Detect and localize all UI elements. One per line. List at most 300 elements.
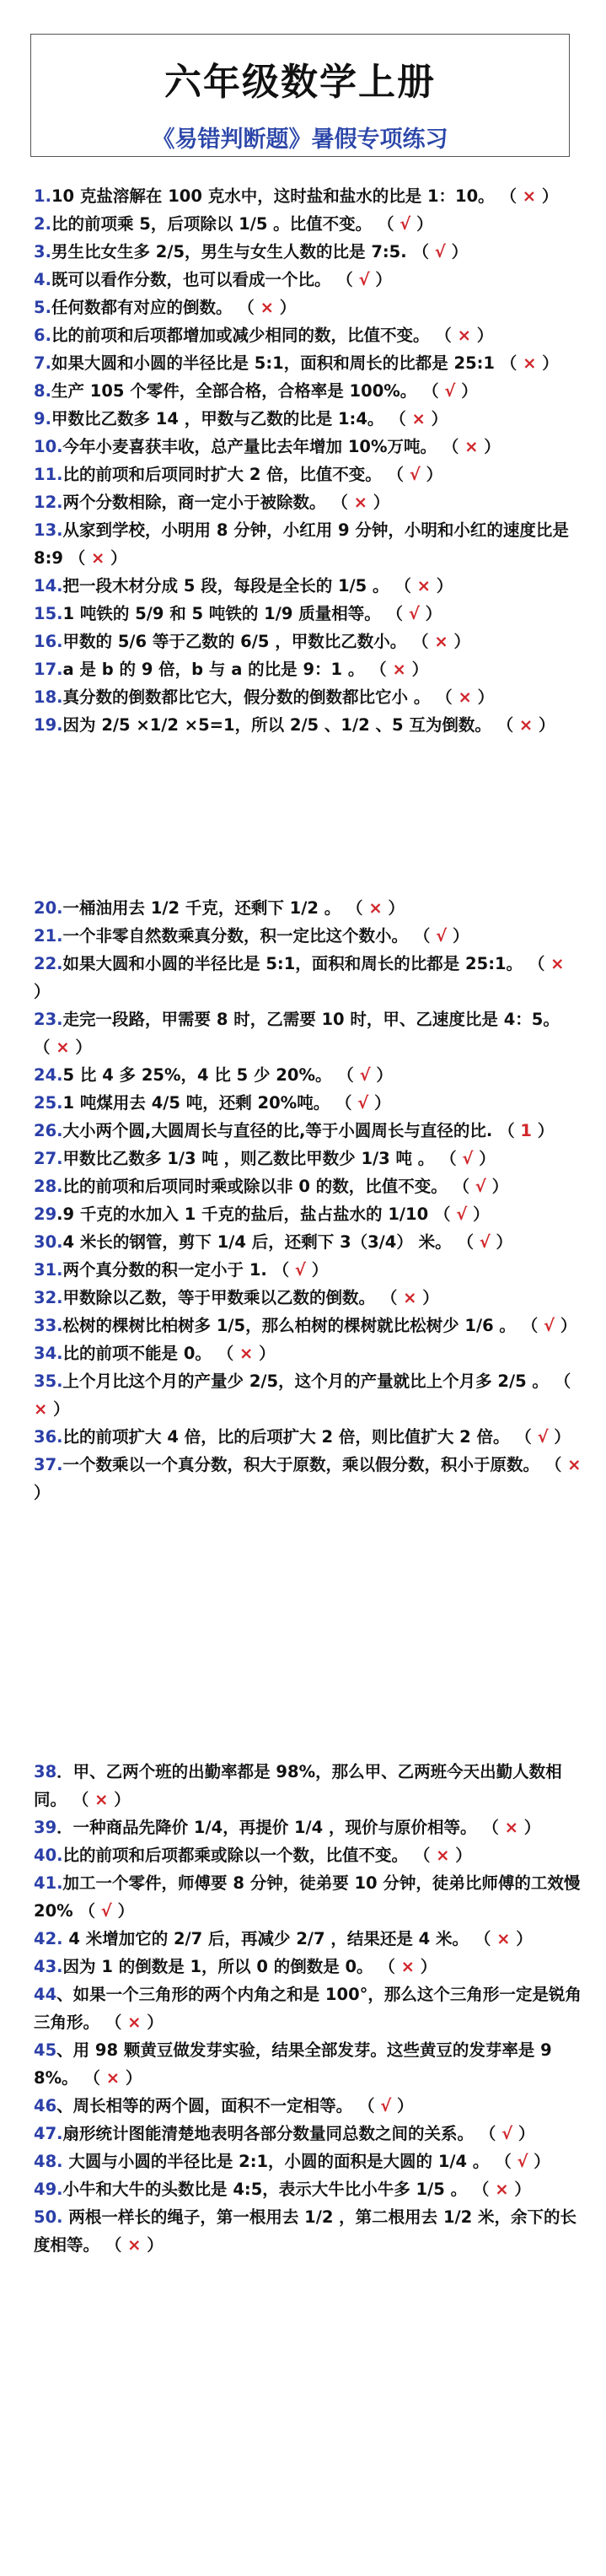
question-item	[34, 488, 582, 516]
question-text: 5 比 4 多 25%，4 比 5 少 20%。	[62, 1065, 332, 1085]
answer-bracket-close: ）	[531, 1121, 555, 1140]
answer-bracket-open: （	[433, 1204, 457, 1224]
question-number: 49.	[34, 2180, 63, 2199]
question-number: 33.	[34, 1316, 63, 1335]
answer-bracket-open: （	[496, 715, 519, 735]
question-text: 1 吨煤用去 4/5 吨，还剩 20%吨。	[62, 1093, 330, 1113]
answer-right-mark: √	[434, 242, 446, 261]
question-number: 34.	[34, 1344, 63, 1363]
question-text: 大小两个圆,大圆周长与直径的比,等于小圆周长与直径的比.	[62, 1121, 493, 1140]
question-number: 23.	[34, 1010, 63, 1029]
question-text: 一个数乘以一个真分数，积大于原数，乘以假分数，积小于原数。	[62, 1455, 540, 1474]
answer-bracket-close: ）	[536, 186, 559, 206]
question-item	[34, 922, 582, 950]
answer-bracket-close: ）	[273, 298, 297, 317]
answer-bracket-open: （	[442, 437, 465, 456]
answer-right-mark: √	[537, 1427, 549, 1447]
question-item	[34, 405, 582, 433]
question-text: 比的前项乘 5，后项除以 1/5 。比值不变。	[51, 214, 373, 234]
question-number: 4.	[34, 270, 51, 289]
answer-bracket-close: ）	[471, 687, 495, 707]
question-item	[34, 628, 582, 655]
answer-right-mark: √	[380, 2096, 392, 2115]
question-text: ．一种商品先降价 1/4，再提价 1/4 ，现价与原价相等。	[56, 1818, 477, 1837]
answer-bracket-close: ）	[548, 1427, 571, 1447]
question-text: 、用 98 颗黄豆做发芽实验，结果全部发芽。这些黄豆的发芽率是 98%。	[34, 2040, 552, 2088]
question-item	[34, 1339, 582, 1367]
question-number: 14.	[34, 576, 63, 595]
answer-bracket-open: （	[495, 2152, 518, 2171]
answer-wrong-mark: ×	[392, 660, 406, 679]
question-text: 甲数比乙数多 1/3 吨 ，则乙数比甲数少 1/3 吨 。	[62, 1149, 435, 1168]
answer-bracket-close: ）	[490, 1232, 513, 1252]
answer-right-mark: √	[294, 1260, 306, 1280]
answer-bracket-close: ）	[528, 2152, 550, 2171]
question-item	[34, 377, 582, 405]
answer-wrong-mark: ×	[504, 1818, 518, 1837]
answer-wrong-mark: ×	[464, 437, 479, 456]
question-item	[34, 1312, 582, 1339]
question-section	[34, 894, 582, 1506]
question-section	[34, 1758, 582, 2259]
answer-bracket-close: ）	[47, 1399, 70, 1419]
answer-right-mark: √	[359, 1065, 371, 1085]
question-text: 加工一个零件，师傅要 8 分钟，徒弟要 10 分钟，徒弟比师傅的工效慢 20%	[34, 1873, 581, 1921]
answer-bracket-open: （	[515, 1427, 538, 1447]
answer-bracket-open: （	[528, 954, 551, 973]
answer-wrong-mark: ×	[495, 2180, 509, 2199]
question-number: 15.	[34, 604, 63, 623]
question-text: 松树的棵树比柏树多 1/5，那么柏树的棵树就比松树少 1/6 。	[62, 1316, 516, 1335]
question-number: 22.	[34, 954, 63, 973]
question-text: 、周长相等的两个圆，面积不一定相等。	[56, 2096, 353, 2115]
question-item	[34, 894, 582, 922]
answer-bracket-close: ）	[420, 465, 443, 484]
question-number: 31.	[34, 1260, 63, 1280]
question-number: 44	[34, 1985, 57, 2004]
answer-bracket-open: （	[380, 1288, 404, 1307]
answer-bracket-close: ）	[455, 381, 478, 401]
question-text: 如果大圆和小圆的半径比是 5:1，面积和周长的比都是 25:1。	[62, 954, 523, 973]
question-text: 甲数的 5/6 等于乙数的 6/5 ，甲数比乙数小。	[62, 632, 407, 651]
answer-bracket-open: （	[498, 1121, 521, 1140]
answer-bracket-close: ）	[470, 326, 494, 345]
question-text: 生产 105 个零件，全部合格，合格率是 100%。	[51, 381, 417, 401]
question-text: 一个非零自然数乘真分数，积一定比这个数小。	[62, 926, 409, 946]
question-item	[34, 1256, 582, 1284]
answer-bracket-open: （	[238, 298, 260, 317]
answer-bracket-close: ）	[445, 242, 469, 261]
answer-wrong-mark: ×	[550, 954, 565, 973]
question-item	[34, 321, 582, 349]
answer-bracket-open: （	[83, 2068, 106, 2088]
answer-bracket-open: （	[346, 898, 369, 918]
question-number: 26.	[34, 1121, 63, 1140]
question-item	[34, 1758, 582, 1813]
answer-bracket-close: ）	[425, 409, 448, 428]
question-text: 比的前项不能是 0。	[62, 1344, 212, 1363]
answer-bracket-close: ）	[467, 1204, 490, 1224]
question-number: 16.	[34, 632, 63, 651]
question-number: 45	[34, 2040, 57, 2060]
question-text: 比的前项和后项同时扩大 2 倍，比值不变。	[62, 465, 382, 484]
answer-bracket-close: ）	[69, 1037, 92, 1057]
question-item	[34, 1005, 582, 1061]
question-number: 19.	[34, 715, 63, 735]
question-item	[34, 1117, 582, 1145]
question-item	[34, 683, 582, 711]
answer-wrong-mark: ×	[403, 1288, 417, 1307]
answer-bracket-close: ）	[419, 604, 442, 623]
answer-bracket-open: （	[72, 1790, 95, 1809]
question-item	[34, 1841, 582, 1869]
question-text: 比的前项和后项都增加或减少相同的数，比值不变。	[51, 326, 430, 345]
answer-bracket-close: ）	[410, 214, 433, 234]
answer-wrong-mark: ×	[518, 715, 534, 735]
question-item	[34, 1451, 582, 1506]
answer-bracket-open: （	[357, 2096, 381, 2115]
question-item	[34, 1813, 582, 1841]
answer-wrong-mark: ×	[436, 1846, 450, 1865]
answer-right-mark: √	[501, 2124, 513, 2143]
answer-right-mark: 1	[520, 1121, 532, 1140]
answer-bracket-open: （	[453, 1177, 475, 1196]
question-number: 9.	[34, 409, 51, 428]
answer-bracket-open: （	[436, 687, 459, 707]
answer-bracket-close: ）	[367, 493, 390, 512]
question-number: 20.	[34, 898, 63, 918]
answer-bracket-close: ）	[536, 353, 559, 373]
question-item	[34, 655, 582, 683]
question-number: 12.	[34, 493, 63, 512]
answer-bracket-close: ）	[508, 2180, 531, 2199]
answer-bracket-open: （	[457, 1232, 480, 1252]
answer-bracket-open: （	[544, 1455, 568, 1474]
question-number: 48.	[34, 2152, 63, 2171]
question-number: 7.	[34, 353, 51, 373]
question-text: 男生比女生多 2/5，男生与女生人数的比是 7:5.	[51, 242, 407, 261]
answer-bracket-open: （	[370, 660, 393, 679]
question-item	[34, 266, 582, 294]
question-item	[34, 1367, 582, 1423]
question-text: 上个月比这个月的产量少 2/5，这个月的产量就比上个月多 2/5 。	[62, 1372, 549, 1391]
answer-wrong-mark: ×	[34, 1399, 48, 1419]
answer-wrong-mark: ×	[411, 409, 426, 428]
question-text: 两根一样长的绳子，第一根用去 1/2 ，第二根用去 1/2 米，余下的长度相等。	[34, 2207, 577, 2255]
question-text: 真分数的倒数都比它大，假分数的倒数都比它小 。	[62, 687, 431, 707]
answer-bracket-open: （	[337, 1065, 360, 1085]
answer-wrong-mark: ×	[94, 1790, 109, 1809]
question-item	[34, 1172, 582, 1200]
answer-right-mark: √	[475, 1177, 486, 1196]
question-number: 1.	[34, 186, 51, 206]
answer-wrong-mark: ×	[368, 898, 383, 918]
answer-bracket-open: （	[105, 2235, 128, 2255]
answer-bracket-open: （	[479, 2124, 502, 2143]
answer-bracket-open: （	[521, 1316, 544, 1335]
answer-bracket-open: （	[331, 493, 354, 512]
question-text: 两个真分数的积一定小于 1.	[62, 1260, 267, 1280]
question-item	[34, 1953, 582, 1981]
question-item	[34, 572, 582, 600]
question-text: 两个分数相除，商一定小于被除数。	[62, 493, 326, 512]
question-item	[34, 1061, 582, 1089]
question-number: 46	[34, 2096, 57, 2115]
question-text: 走完一段路，甲需要 8 时，乙需要 10 时，甲、乙速度比是 4：5。	[62, 1010, 560, 1029]
question-number: 50.	[34, 2207, 63, 2227]
answer-bracket-close: ）	[478, 437, 501, 456]
answer-right-mark: √	[357, 1093, 369, 1113]
answer-right-mark: √	[100, 1901, 112, 1921]
answer-bracket-open: （	[386, 604, 409, 623]
question-item	[34, 2203, 582, 2259]
answer-bracket-close: ）	[416, 1288, 439, 1307]
answer-bracket-close: ）	[449, 1846, 472, 1865]
question-number: 37.	[34, 1455, 63, 1474]
answer-wrong-mark: ×	[105, 2068, 121, 2088]
question-number: 10.	[34, 437, 63, 456]
question-text: 4 米增加它的 2/7 后，再减少 2/7 ，结果还是 4 米。	[62, 1929, 469, 1948]
answer-bracket-close: ）	[111, 1901, 135, 1921]
question-text: 既可以看作分数，也可以看成一个比。	[51, 270, 331, 289]
answer-bracket-close: ）	[447, 926, 469, 946]
answer-bracket-open: （	[335, 1093, 358, 1113]
answer-right-mark: √	[479, 1232, 491, 1252]
answer-bracket-open: （	[272, 1260, 295, 1280]
answer-wrong-mark: ×	[239, 1344, 254, 1363]
answer-bracket-open: （	[389, 409, 412, 428]
question-item	[34, 600, 582, 628]
question-text: 因为 2/5 ×1/2 ×5=1，所以 2/5 、1/2 、5 互为倒数。	[62, 715, 491, 735]
question-text: 小牛和大牛的头数比是 4:5，表示大牛比小牛多 1/5 。	[62, 2180, 468, 2199]
page-subtitle: 《易错判断题》暑假专项练习	[152, 127, 448, 153]
question-text: 甲数除以乙数，等于甲数乘以乙数的倒数。	[62, 1288, 376, 1307]
question-number: 28.	[34, 1177, 63, 1196]
answer-wrong-mark: ×	[567, 1455, 582, 1474]
answer-right-mark: √	[409, 465, 421, 484]
answer-bracket-open: （	[377, 214, 400, 234]
answer-right-mark: √	[462, 1149, 474, 1168]
answer-bracket-open: （	[217, 1344, 239, 1363]
question-text: 扇形统计图能清楚地表明各部分数量同总数之间的关系。	[62, 2124, 475, 2143]
question-text: 如果大圆和小圆的半径比是 5:1，面积和周长的比都是 25:1	[51, 353, 495, 373]
answer-bracket-close: ）	[305, 1260, 329, 1280]
answer-bracket-close: ）	[512, 2124, 535, 2143]
answer-bracket-close: ）	[34, 1483, 51, 1502]
question-number: 42.	[34, 1929, 63, 1948]
answer-wrong-mark: ×	[353, 493, 367, 512]
question-text: ．甲、乙两个班的出勤率都是 98%，那么甲、乙两班今天出勤人数相同。	[34, 1762, 562, 1809]
answer-wrong-mark: ×	[496, 1929, 511, 1948]
question-number: 41.	[34, 1873, 63, 1893]
answer-right-mark: √	[358, 270, 370, 289]
question-text: 、如果一个三角形的两个内角之和是 100°，那么这个三角形一定是锐角三角形。	[34, 1985, 582, 2032]
question-text: 1 吨铁的 5/9 和 5 吨铁的 1/9 质量相等。	[62, 604, 381, 623]
question-item	[34, 1423, 582, 1451]
answer-bracket-open: （	[394, 576, 417, 595]
question-item	[34, 2148, 582, 2175]
answer-bracket-close: ）	[369, 270, 392, 289]
answer-bracket-close: ）	[141, 2235, 164, 2255]
question-text: .9 千克的水加入 1 千克的盐后，盐占盐水的 1/10	[56, 1204, 429, 1224]
answer-bracket-close: ）	[415, 1957, 437, 1976]
question-item	[34, 516, 582, 572]
answer-bracket-open: （	[78, 1901, 101, 1921]
answer-wrong-mark: ×	[416, 576, 431, 595]
question-text: 从家到学校，小明用 8 分钟，小红用 9 分钟，小明和小红的速度比是 8:9	[34, 520, 569, 568]
answer-bracket-open: （	[422, 381, 445, 401]
question-number: 30.	[34, 1232, 63, 1252]
question-item	[34, 1869, 582, 1925]
question-item	[34, 1228, 582, 1256]
answer-bracket-open: （	[500, 186, 523, 206]
answer-bracket-open: （	[336, 270, 359, 289]
question-item	[34, 1145, 582, 1172]
question-item	[34, 1981, 582, 2036]
question-text: 一桶油用去 1/2 千克，还剩下 1/2 。	[62, 898, 341, 918]
answer-right-mark: √	[444, 381, 456, 401]
question-item	[34, 433, 582, 461]
answer-bracket-close: ）	[391, 2096, 414, 2115]
answer-bracket-open: （	[34, 1037, 56, 1057]
question-number: 5.	[34, 298, 51, 317]
question-text: 任何数都有对应的倒数。	[51, 298, 233, 317]
question-item	[34, 1089, 582, 1117]
answer-wrong-mark: ×	[434, 632, 448, 651]
question-number: 17.	[34, 660, 63, 679]
question-number: 11.	[34, 465, 63, 484]
answer-bracket-open: （	[500, 353, 523, 373]
question-number: 13.	[34, 520, 63, 540]
answer-wrong-mark: ×	[457, 326, 471, 345]
question-item	[34, 1284, 582, 1312]
answer-bracket-close: ）	[141, 2013, 164, 2032]
answer-bracket-open: （	[412, 632, 435, 651]
question-item	[34, 294, 582, 321]
answer-right-mark: √	[517, 2152, 528, 2171]
question-number: 43.	[34, 1957, 63, 1976]
question-text: 今年小麦喜获丰收，总产量比去年增加 10%万吨。	[62, 437, 437, 456]
question-text: 比的前项和后项都乘或除以一个数，比值不变。	[62, 1846, 409, 1865]
answer-bracket-close: ）	[448, 632, 470, 651]
answer-wrong-mark: ×	[458, 687, 472, 707]
answer-bracket-close: ）	[485, 1177, 509, 1196]
answer-bracket-close: ）	[473, 1149, 496, 1168]
answer-wrong-mark: ×	[127, 2013, 142, 2032]
question-item	[34, 238, 582, 266]
answer-bracket-open: （	[413, 926, 437, 946]
answer-right-mark: √	[436, 926, 448, 946]
question-item	[34, 2036, 582, 2092]
question-number: 18.	[34, 687, 63, 707]
question-number: 35.	[34, 1372, 63, 1391]
answer-bracket-close: ）	[430, 576, 453, 595]
question-item	[34, 2092, 582, 2120]
question-number: 32.	[34, 1288, 63, 1307]
question-item	[34, 2175, 582, 2203]
question-section	[34, 182, 582, 739]
question-text: 比的前项和后项同时乘或除以非 0 的数，比值不变。	[62, 1177, 448, 1196]
answer-bracket-close: ）	[405, 660, 429, 679]
title-box	[30, 34, 570, 157]
answer-wrong-mark: ×	[522, 186, 537, 206]
answer-bracket-close: ）	[253, 1344, 276, 1363]
question-number: 2.	[34, 214, 51, 234]
answer-wrong-mark: ×	[127, 2235, 142, 2255]
answer-bracket-open: （	[68, 548, 92, 568]
answer-bracket-open: （	[387, 465, 410, 484]
question-item	[34, 950, 582, 1005]
question-number: 24.	[34, 1065, 63, 1085]
answer-bracket-close: ）	[120, 2068, 142, 2088]
answer-bracket-close: ）	[368, 1093, 391, 1113]
answer-wrong-mark: ×	[260, 298, 274, 317]
answer-bracket-close: ）	[518, 1818, 541, 1837]
question-item	[34, 1925, 582, 1953]
question-number: 38	[34, 1762, 57, 1781]
answer-bracket-open: （	[105, 2013, 128, 2032]
question-number: 39	[34, 1818, 57, 1837]
question-text: 比的前项扩大 4 倍，比的后项扩大 2 倍，则比值扩大 2 倍。	[62, 1427, 510, 1447]
answer-bracket-open: （	[412, 242, 435, 261]
question-number: 25.	[34, 1093, 63, 1113]
answer-bracket-close: ）	[105, 548, 127, 568]
answer-wrong-mark: ×	[523, 353, 537, 373]
question-text: 大圆与小圆的半径比是 2:1，小圆的面积是大圆的 1/4 。	[62, 2152, 490, 2171]
question-number: 3.	[34, 242, 51, 261]
question-number: 27.	[34, 1149, 63, 1168]
answer-bracket-open: （	[413, 1846, 437, 1865]
answer-bracket-open: （	[440, 1149, 463, 1168]
question-number: 40.	[34, 1846, 63, 1865]
answer-bracket-open: （	[472, 2180, 496, 2199]
question-item	[34, 210, 582, 238]
question-number: 47.	[34, 2124, 63, 2143]
answer-bracket-open: （	[378, 1957, 401, 1976]
answer-right-mark: √	[408, 604, 420, 623]
answer-right-mark: √	[456, 1204, 468, 1224]
answer-bracket-open: （	[474, 1929, 497, 1948]
answer-bracket-close: ）	[533, 715, 555, 735]
answer-wrong-mark: ×	[56, 1037, 70, 1057]
question-text: 甲数比乙数多 14 ，甲数与乙数的比是 1:4。	[51, 409, 384, 428]
question-item	[34, 182, 582, 210]
answer-right-mark: √	[544, 1316, 555, 1335]
answer-bracket-close: ）	[370, 1065, 393, 1085]
question-number: 8.	[34, 381, 51, 401]
question-number: 21.	[34, 926, 63, 946]
answer-bracket-open: （	[482, 1818, 505, 1837]
question-item	[34, 349, 582, 377]
question-text: 10 克盐溶解在 100 克水中，这时盐和盐水的比是 1：10。	[51, 186, 495, 206]
question-item	[34, 461, 582, 488]
answer-bracket-close: ）	[510, 1929, 533, 1948]
answer-wrong-mark: ×	[91, 548, 105, 568]
answer-bracket-open: （	[435, 326, 458, 345]
question-item	[34, 1200, 582, 1228]
answer-wrong-mark: ×	[400, 1957, 415, 1976]
question-number: 6.	[34, 326, 51, 345]
answer-bracket-close: ）	[34, 982, 51, 1001]
question-number: 29	[34, 1204, 57, 1224]
answer-bracket-open: （	[554, 1372, 571, 1391]
answer-bracket-close: ）	[555, 1316, 577, 1335]
question-text: 4 米长的钢管，剪下 1/4 后，还剩下 3（3/4） 米。	[62, 1232, 452, 1252]
question-text: a 是 b 的 9 倍，b 与 a 的比是 9：1 。	[62, 660, 365, 679]
question-number: 36.	[34, 1427, 63, 1447]
question-item	[34, 711, 582, 739]
answer-right-mark: √	[400, 214, 411, 234]
